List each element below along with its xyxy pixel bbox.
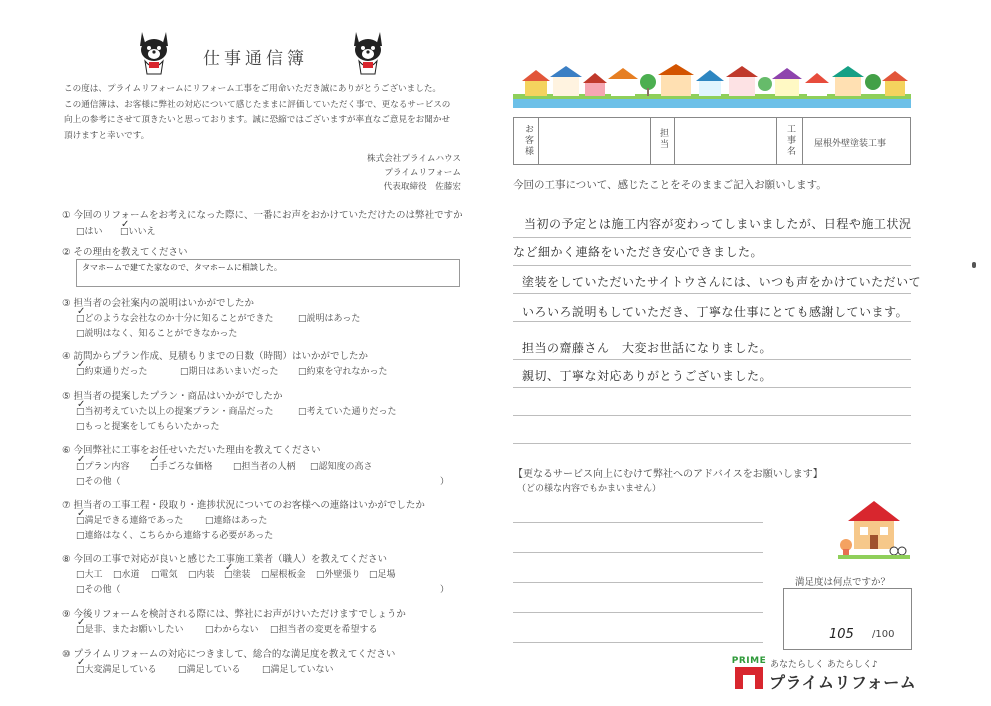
q8-other-close: ）	[440, 585, 450, 595]
q8-option-other[interactable]: □その他（	[76, 585, 121, 595]
q3-option-3[interactable]: □説明はなく、知ることができなかった	[76, 329, 238, 339]
q6-option-plan[interactable]: □プラン内容	[76, 462, 130, 472]
staff-label: 担当	[658, 128, 668, 150]
dog-icon	[348, 28, 388, 80]
satisfaction-max: /100	[872, 629, 895, 640]
feedback-line: など細かく連絡をいただき安心できました。	[513, 245, 764, 259]
question-6: ⑥ 今回弊社に工事をお任せいただいた理由を教えてください	[62, 445, 321, 456]
q8-option-scaffold[interactable]: □足場	[369, 570, 396, 580]
q4-option-3[interactable]: □約束を守れなかった	[298, 367, 388, 377]
company-name: 株式会社プライムハウス	[366, 154, 461, 164]
question-3: ③ 担当者の会社案内の説明はいかがでしたか	[62, 298, 255, 309]
q9-option-2[interactable]: □わからない	[205, 625, 259, 635]
company-brand: プライムリフォーム	[384, 168, 461, 178]
checkmark-icon: ✓	[225, 562, 234, 573]
q3-option-1[interactable]: □どのような会社なのか十分に知ることができた	[76, 314, 274, 324]
feedback-prompt: 今回の工事について、感じたことをそのままご記入お願いします。	[513, 179, 827, 191]
q6-option-other[interactable]: □その他（	[76, 477, 121, 487]
ruled-line	[513, 582, 763, 583]
q1-option-no[interactable]: □いいえ	[120, 227, 156, 237]
q7-option-3[interactable]: □連絡はなく、こちらから連絡する必要があった	[76, 531, 274, 541]
question-5: ⑤ 担当者の提案したプラン・商品はいかがでしたか	[62, 391, 283, 402]
ruled-line	[513, 387, 911, 388]
q8-option-siding[interactable]: □外壁張り	[316, 570, 361, 580]
satisfaction-score: 105	[829, 627, 854, 642]
town-illustration	[513, 64, 911, 108]
work-label: 工事名	[785, 124, 795, 157]
company-block	[367, 152, 461, 194]
q4-option-1[interactable]: □約束通りだった	[76, 367, 148, 377]
advice-title: 【更なるサービス向上にむけて弊社へのアドバイスをお願いします】	[513, 469, 823, 480]
brand-logo	[731, 656, 767, 690]
scan-mark	[972, 262, 976, 268]
q8-option-interior[interactable]: □内装	[188, 570, 215, 580]
ruled-line	[513, 237, 911, 238]
checkmark-icon: ✓	[77, 657, 86, 668]
staff-field[interactable]	[675, 118, 775, 164]
q5-option-2[interactable]: □考えていた通りだった	[298, 407, 397, 417]
question-8: ⑧ 今回の工事で対応が良いと感じた工事施工業者（職人）を教えてください	[62, 554, 388, 565]
brand-mark-inner	[743, 675, 755, 689]
feedback-line: 親切、丁寧な対応ありがとうございました。	[522, 369, 773, 383]
ruled-line	[513, 443, 911, 444]
brand-name: プライムリフォーム	[769, 673, 917, 692]
house-icon	[838, 497, 910, 559]
company-ceo: 代表取締役 佐藤宏	[383, 182, 461, 192]
intro-line: この度は、プライムリフォームにリフォーム工事をご用命いただき誠にありがとうございました。	[64, 84, 442, 94]
q6-other-close: ）	[440, 477, 450, 487]
ruled-line	[513, 522, 763, 523]
checkmark-icon: ✓	[77, 306, 86, 317]
advice-subtitle: （どの様な内容でもかまいません）	[517, 484, 662, 494]
question-10: ⑩ プライムリフォームの対応につきまして、総合的な満足度を教えてください	[62, 649, 396, 660]
question-4: ④ 訪問からプラン作成、見積もりまでの日数（時間）はいかがでしたか	[62, 351, 369, 362]
checkmark-icon: ✓	[77, 359, 86, 370]
q1-option-yes[interactable]: □はい	[76, 227, 103, 237]
ruled-line	[513, 552, 763, 553]
question-2: ② その理由を教えてください	[62, 247, 188, 258]
q3-option-2[interactable]: □説明はあった	[298, 314, 361, 324]
checkmark-icon: ✓	[121, 219, 130, 230]
intro-text	[64, 82, 450, 144]
ruled-line	[513, 415, 911, 416]
q6-option-awareness[interactable]: □認知度の高さ	[310, 462, 373, 472]
q9-option-3[interactable]: □担当者の変更を希望する	[270, 625, 378, 635]
intro-line: この通信簿は、お客様に弊社の対応について感じたままに評価していただく事で、更なるサービスの	[64, 99, 451, 110]
q6-option-price[interactable]: □手ごろな価格	[150, 462, 213, 472]
q10-option-3[interactable]: □満足していない	[262, 665, 334, 675]
ruled-line	[513, 612, 763, 613]
feedback-line: いろいろ説明もしていただき、丁寧な仕事にとても感謝しています。	[522, 305, 909, 319]
checkmark-icon: ✓	[77, 508, 86, 519]
feedback-line: 担当の齋藤さん 大変お世話になりました。	[522, 341, 773, 355]
feedback-line: 当初の予定とは施工内容が変わってしまいましたが、日程や施工状況	[524, 217, 912, 231]
ruled-line	[513, 293, 911, 294]
intro-line: 向上の参考にさせて頂きたいと思っております。誠に恐縮ではございますが率直なご意見をお聞かせ	[64, 115, 451, 125]
q7-option-1[interactable]: □満足できる連絡であった	[76, 516, 184, 526]
ruled-line	[513, 359, 911, 360]
page-title: 仕事通信簿	[203, 49, 308, 69]
checkmark-icon: ✓	[77, 399, 86, 410]
ruled-line	[513, 265, 911, 266]
brand-prime-label: PRIME	[731, 656, 767, 666]
work-value: 屋根外壁塗装工事	[814, 139, 887, 149]
info-table	[513, 117, 911, 165]
ruled-line	[513, 321, 911, 322]
customer-label: お客様	[523, 124, 533, 157]
q5-option-3[interactable]: □もっと提案をしてもらいたかった	[76, 422, 220, 432]
feedback-line: 塗装をしていただいたサイトウさんには、いつも声をかけていただいて	[522, 275, 922, 289]
q6-option-person[interactable]: □担当者の人柄	[233, 462, 296, 472]
satisfaction-label: 満足度は何点ですか？	[795, 577, 891, 588]
ruled-line	[513, 642, 763, 643]
q4-option-2[interactable]: □期日はあいまいだった	[180, 367, 279, 377]
q5-option-1[interactable]: □当初考えていた以上の提案プラン・商品だった	[76, 407, 274, 417]
q8-option-painting[interactable]: □塗装	[224, 570, 251, 580]
intro-line: 頂けますと幸いです。	[64, 130, 150, 141]
checkmark-icon: ✓	[77, 454, 86, 465]
question-1: ① 今回のリフォームをお考えになった際に、一番にお声をおかけていただけたのは弊社ですか	[62, 210, 463, 221]
customer-field[interactable]	[539, 118, 649, 164]
q10-option-1[interactable]: □大変満足している	[76, 665, 157, 675]
q10-option-2[interactable]: □満足している	[178, 665, 241, 675]
question-7: ⑦ 担当者の工事工程・段取り・進捗状況についてのお客様への連絡はいかがでしたか	[62, 500, 425, 511]
divider	[650, 118, 651, 164]
q8-option-carpenter[interactable]: □大工	[76, 570, 103, 580]
divider	[802, 118, 803, 164]
checkmark-icon: ✓	[151, 454, 160, 465]
q9-option-1[interactable]: □是非、またお願いしたい	[76, 625, 184, 635]
q8-option-plumbing[interactable]: □水道	[113, 570, 140, 580]
checkmark-icon: ✓	[77, 617, 86, 628]
q2-answer: タマホームで建てた家なので、タマホームに相談した。	[82, 263, 282, 272]
brand-tagline: あなたらしく あたらしく♪	[770, 660, 878, 670]
question-9: ⑨ 今後リフォームを検討される際には、弊社にお声がけいただけますでしょうか	[62, 609, 406, 620]
q7-option-2[interactable]: □連絡はあった	[205, 516, 268, 526]
dog-icon	[134, 28, 174, 80]
q8-option-electric[interactable]: □電気	[151, 570, 178, 580]
divider	[776, 118, 777, 164]
q8-option-roof[interactable]: □屋根板金	[261, 570, 306, 580]
